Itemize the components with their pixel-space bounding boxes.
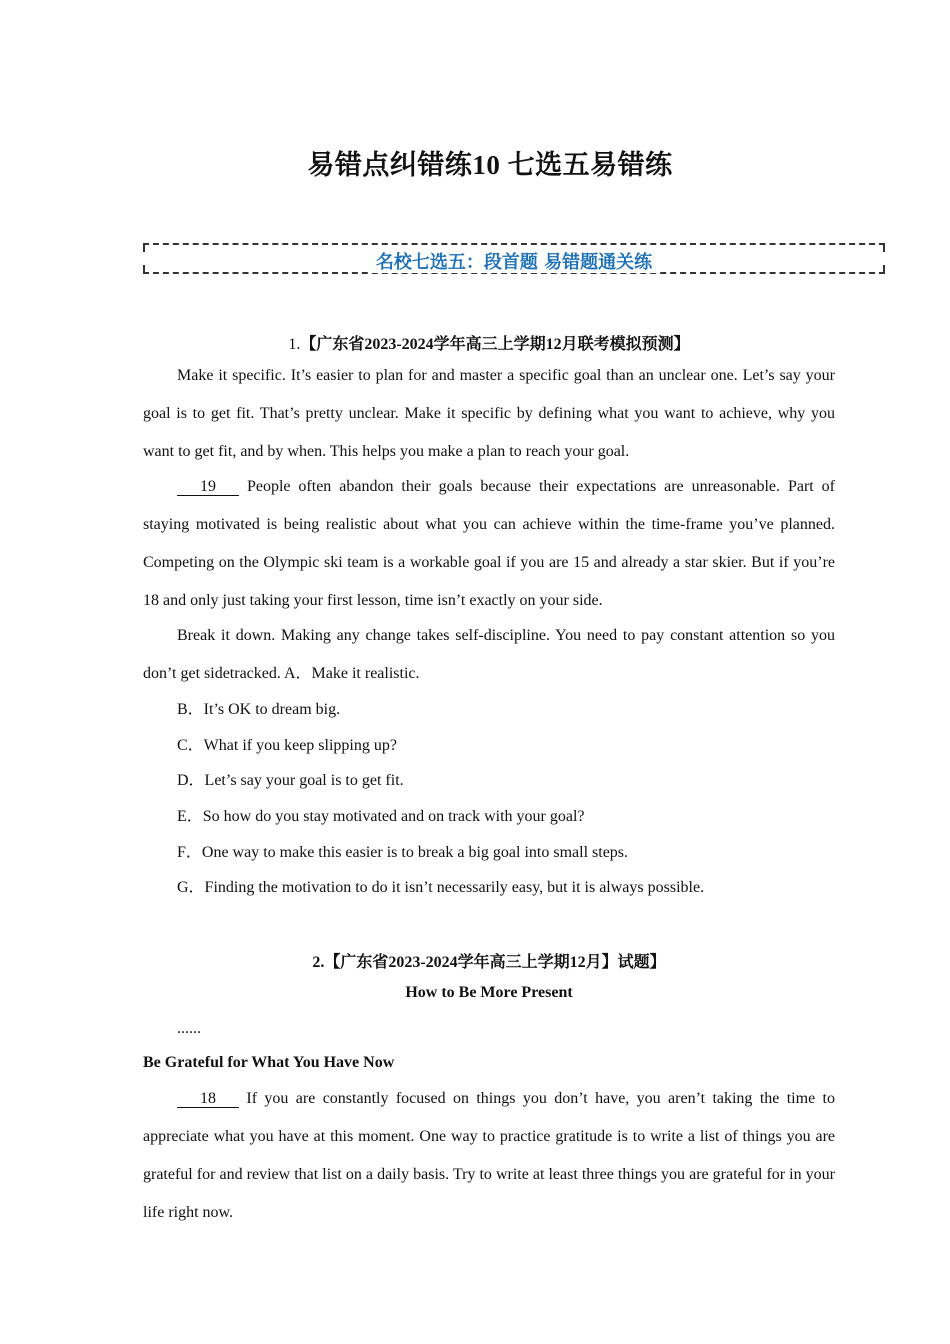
q2-paragraph-1-text: If you are constantly focused on things you don’t have, you aren’t taking the time to appreciate what you have at this moment. One way to practice gratitude is to write a list of things you are grateful for and review that list on a daily basis. Try to write at least three things you are grateful for in your life right now.	[143, 1090, 835, 1221]
q1-option-d[interactable]: D．Let’s say your goal is to get fit.	[177, 772, 404, 789]
q1-source: 【广东省2023-2024学年高三上学期12月联考模拟预测】	[300, 336, 690, 353]
q1-paragraph-1: Make it specific. It’s easier to plan for and master a specific goal than an unclear one. Let’s say your goal is to get fit. That’s pretty unclear. Make it specific by defining what you want to achieve, why you want to get fit, and by when. This helps you make a plan to reach your goal.	[143, 367, 835, 460]
q1-heading	[143, 331, 835, 354]
q1-option-c[interactable]: C．What if you keep slipping up?	[177, 737, 397, 754]
q2-number: 2.	[312, 954, 325, 971]
q2-heading	[143, 949, 835, 972]
banner-text: 名校七选五：段首题 易错题通关练	[370, 252, 658, 273]
q2-article-title: How to Be More Present	[405, 984, 573, 1001]
q1-option-g[interactable]: G．Finding the motivation to do it isn’t necessarily easy, but it is always possible.	[177, 879, 705, 896]
banner-top-border	[143, 243, 885, 245]
q2-subheading: Be Grateful for What You Have Now	[143, 1054, 395, 1071]
q1-paragraph-3: Break it down. Making any change takes self-discipline. You need to pay constant attention so you don’t get sidetracked. A．Make it realistic.	[143, 627, 835, 682]
q2-paragraph-1	[143, 1080, 835, 1232]
q1-paragraph-2	[143, 468, 835, 620]
q1-number: 1.	[288, 336, 301, 353]
q1-option-e[interactable]: E．So how do you stay motivated and on track with your goal?	[177, 808, 585, 825]
q2-ellipsis: ......	[177, 1020, 201, 1037]
document-title: 易错点纠错练10 七选五易错练	[307, 150, 673, 180]
q1-paragraph-2-text: People often abandon their goals because their expectations are unreasonable. Part of staying motivated is being realistic about what you can achieve within the time-frame you’ve planned. Competing on the Olympic ski team is a workable goal if you are 15 and already a star skier. But if you’re 18 and only just taking your first lesson, time isn’t exactly on your side.	[143, 478, 835, 609]
q1-option-f[interactable]: F．One way to make this easier is to break a big goal into small steps.	[177, 844, 629, 861]
q2-blank[interactable]: 18	[177, 1091, 239, 1108]
banner-label	[143, 248, 885, 274]
section-banner	[143, 243, 885, 274]
q1-blank[interactable]: 19	[177, 479, 239, 496]
q1-option-b[interactable]: B．It’s OK to dream big.	[177, 701, 341, 718]
q2-source: 【广东省2023-2024学年高三上学期12月】试题】	[324, 954, 666, 971]
